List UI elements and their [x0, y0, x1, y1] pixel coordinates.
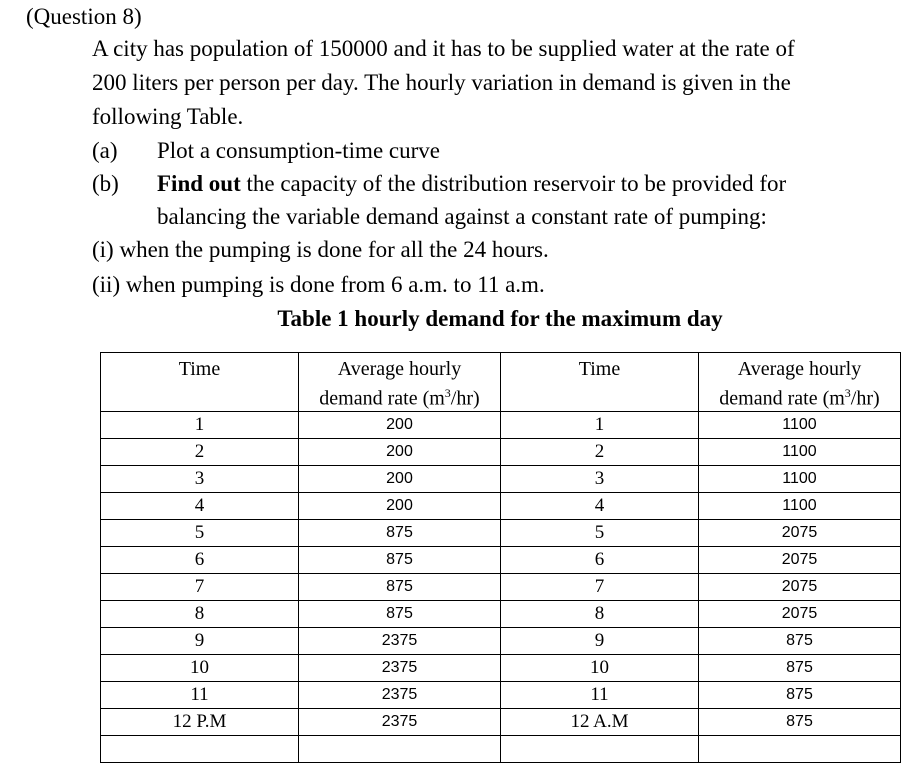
- rate-cell-2: 875: [699, 708, 901, 735]
- time-cell-2: 5: [501, 519, 699, 546]
- table-row: [101, 492, 901, 519]
- hourly-demand-table: [100, 352, 901, 763]
- rate-cell-2: 2075: [699, 600, 901, 627]
- time-cell-1: 4: [101, 492, 299, 519]
- header-time-1-text: Time: [178, 358, 221, 380]
- rate-cell-1: 875: [299, 600, 501, 627]
- rate-cell-1: 200: [299, 465, 501, 492]
- time-cell-2: 10: [501, 654, 699, 681]
- part-b-line-2: balancing the variable demand against a constant rate of pumping:: [157, 204, 767, 229]
- rate-cell-1: 2375: [299, 627, 501, 654]
- rate-cell-1: 200: [299, 438, 501, 465]
- rate-cell-1: 2375: [299, 654, 501, 681]
- table-row: [101, 411, 901, 438]
- table-row: [101, 600, 901, 627]
- time-cell-2: 8: [501, 600, 699, 627]
- table-row: [101, 654, 901, 681]
- table-row: [101, 681, 901, 708]
- time-cell-2: 12 A.M: [501, 708, 699, 735]
- header-time-2: [501, 353, 699, 412]
- intro-line-1: A city has population of 150000 and it has to be supplied water at the rate of: [92, 36, 795, 61]
- header-rate-2-suffix: /hr): [850, 387, 880, 410]
- time-cell-2: 1: [501, 411, 699, 438]
- part-a-text: Plot a consumption-time curve: [157, 138, 440, 163]
- time-cell-1: 2: [101, 438, 299, 465]
- empty-cell: [699, 735, 901, 762]
- intro-line-2: 200 liters per person per day. The hourly variation in demand is given in the: [92, 70, 791, 95]
- time-cell-1: 1: [101, 411, 299, 438]
- time-cell-1: 6: [101, 546, 299, 573]
- table-caption: Table 1 hourly demand for the maximum day: [277, 306, 723, 331]
- table-row: [101, 546, 901, 573]
- rate-cell-2: 875: [699, 627, 901, 654]
- header-rate-1-sup: 3: [444, 386, 451, 400]
- rate-cell-2: 2075: [699, 546, 901, 573]
- time-cell-2: 11: [501, 681, 699, 708]
- table-header-row: [101, 353, 901, 412]
- time-cell-2: 9: [501, 627, 699, 654]
- table-row: [101, 708, 901, 735]
- rate-cell-2: 875: [699, 681, 901, 708]
- header-rate-1-suffix: /hr): [450, 387, 480, 410]
- rate-cell-1: 2375: [299, 681, 501, 708]
- time-cell-1: 11: [101, 681, 299, 708]
- time-cell-1: 5: [101, 519, 299, 546]
- table-row: [101, 627, 901, 654]
- header-time-2-text: Time: [578, 358, 621, 380]
- rate-cell-2: 1100: [699, 438, 901, 465]
- time-cell-1: 3: [101, 465, 299, 492]
- time-cell-1: 8: [101, 600, 299, 627]
- part-b-label: (b): [92, 171, 119, 196]
- question-label: (Question 8): [26, 4, 142, 29]
- time-cell-2: 7: [501, 573, 699, 600]
- rate-cell-1: 875: [299, 573, 501, 600]
- rate-cell-1: 875: [299, 519, 501, 546]
- time-cell-1: 10: [101, 654, 299, 681]
- header-rate-1-line2: demand rate (m: [319, 387, 445, 410]
- header-rate-2-line1: Average hourly: [737, 358, 862, 380]
- part-b-text-1: the capacity of the distribution reservoir to be provided for: [240, 171, 787, 196]
- empty-row: [101, 735, 901, 762]
- time-cell-2: 2: [501, 438, 699, 465]
- part-b-bold: Find out: [157, 171, 241, 196]
- rate-cell-1: 200: [299, 492, 501, 519]
- case-ii: (ii) when pumping is done from 6 a.m. to 11 a.m.: [92, 272, 545, 297]
- header-rate-1: [299, 353, 501, 412]
- time-cell-2: 3: [501, 465, 699, 492]
- table-row: [101, 465, 901, 492]
- rate-cell-2: 2075: [699, 573, 901, 600]
- header-rate-2-line2: demand rate (m: [719, 387, 845, 410]
- table-row: [101, 573, 901, 600]
- empty-cell: [299, 735, 501, 762]
- rate-cell-1: 875: [299, 546, 501, 573]
- table-row: [101, 438, 901, 465]
- intro-line-3: following Table.: [92, 104, 244, 129]
- rate-cell-2: 1100: [699, 411, 901, 438]
- rate-cell-2: 875: [699, 654, 901, 681]
- time-cell-1: 7: [101, 573, 299, 600]
- header-rate-2: [699, 353, 901, 412]
- header-rate-1-line1: Average hourly: [337, 358, 462, 380]
- time-cell-2: 4: [501, 492, 699, 519]
- rate-cell-1: 2375: [299, 708, 501, 735]
- header-time-1: [101, 353, 299, 412]
- rate-cell-2: 1100: [699, 465, 901, 492]
- time-cell-1: 12 P.M: [101, 708, 299, 735]
- rate-cell-1: 200: [299, 411, 501, 438]
- time-cell-2: 6: [501, 546, 699, 573]
- rate-cell-2: 2075: [699, 519, 901, 546]
- part-b-line-1: [157, 170, 786, 198]
- part-a-label: (a): [92, 138, 118, 163]
- header-rate-2-sup: 3: [844, 386, 851, 400]
- empty-cell: [101, 735, 299, 762]
- table-row: [101, 519, 901, 546]
- case-i: (i) when the pumping is done for all the 24 hours.: [92, 237, 549, 262]
- rate-cell-2: 1100: [699, 492, 901, 519]
- time-cell-1: 9: [101, 627, 299, 654]
- empty-cell: [501, 735, 699, 762]
